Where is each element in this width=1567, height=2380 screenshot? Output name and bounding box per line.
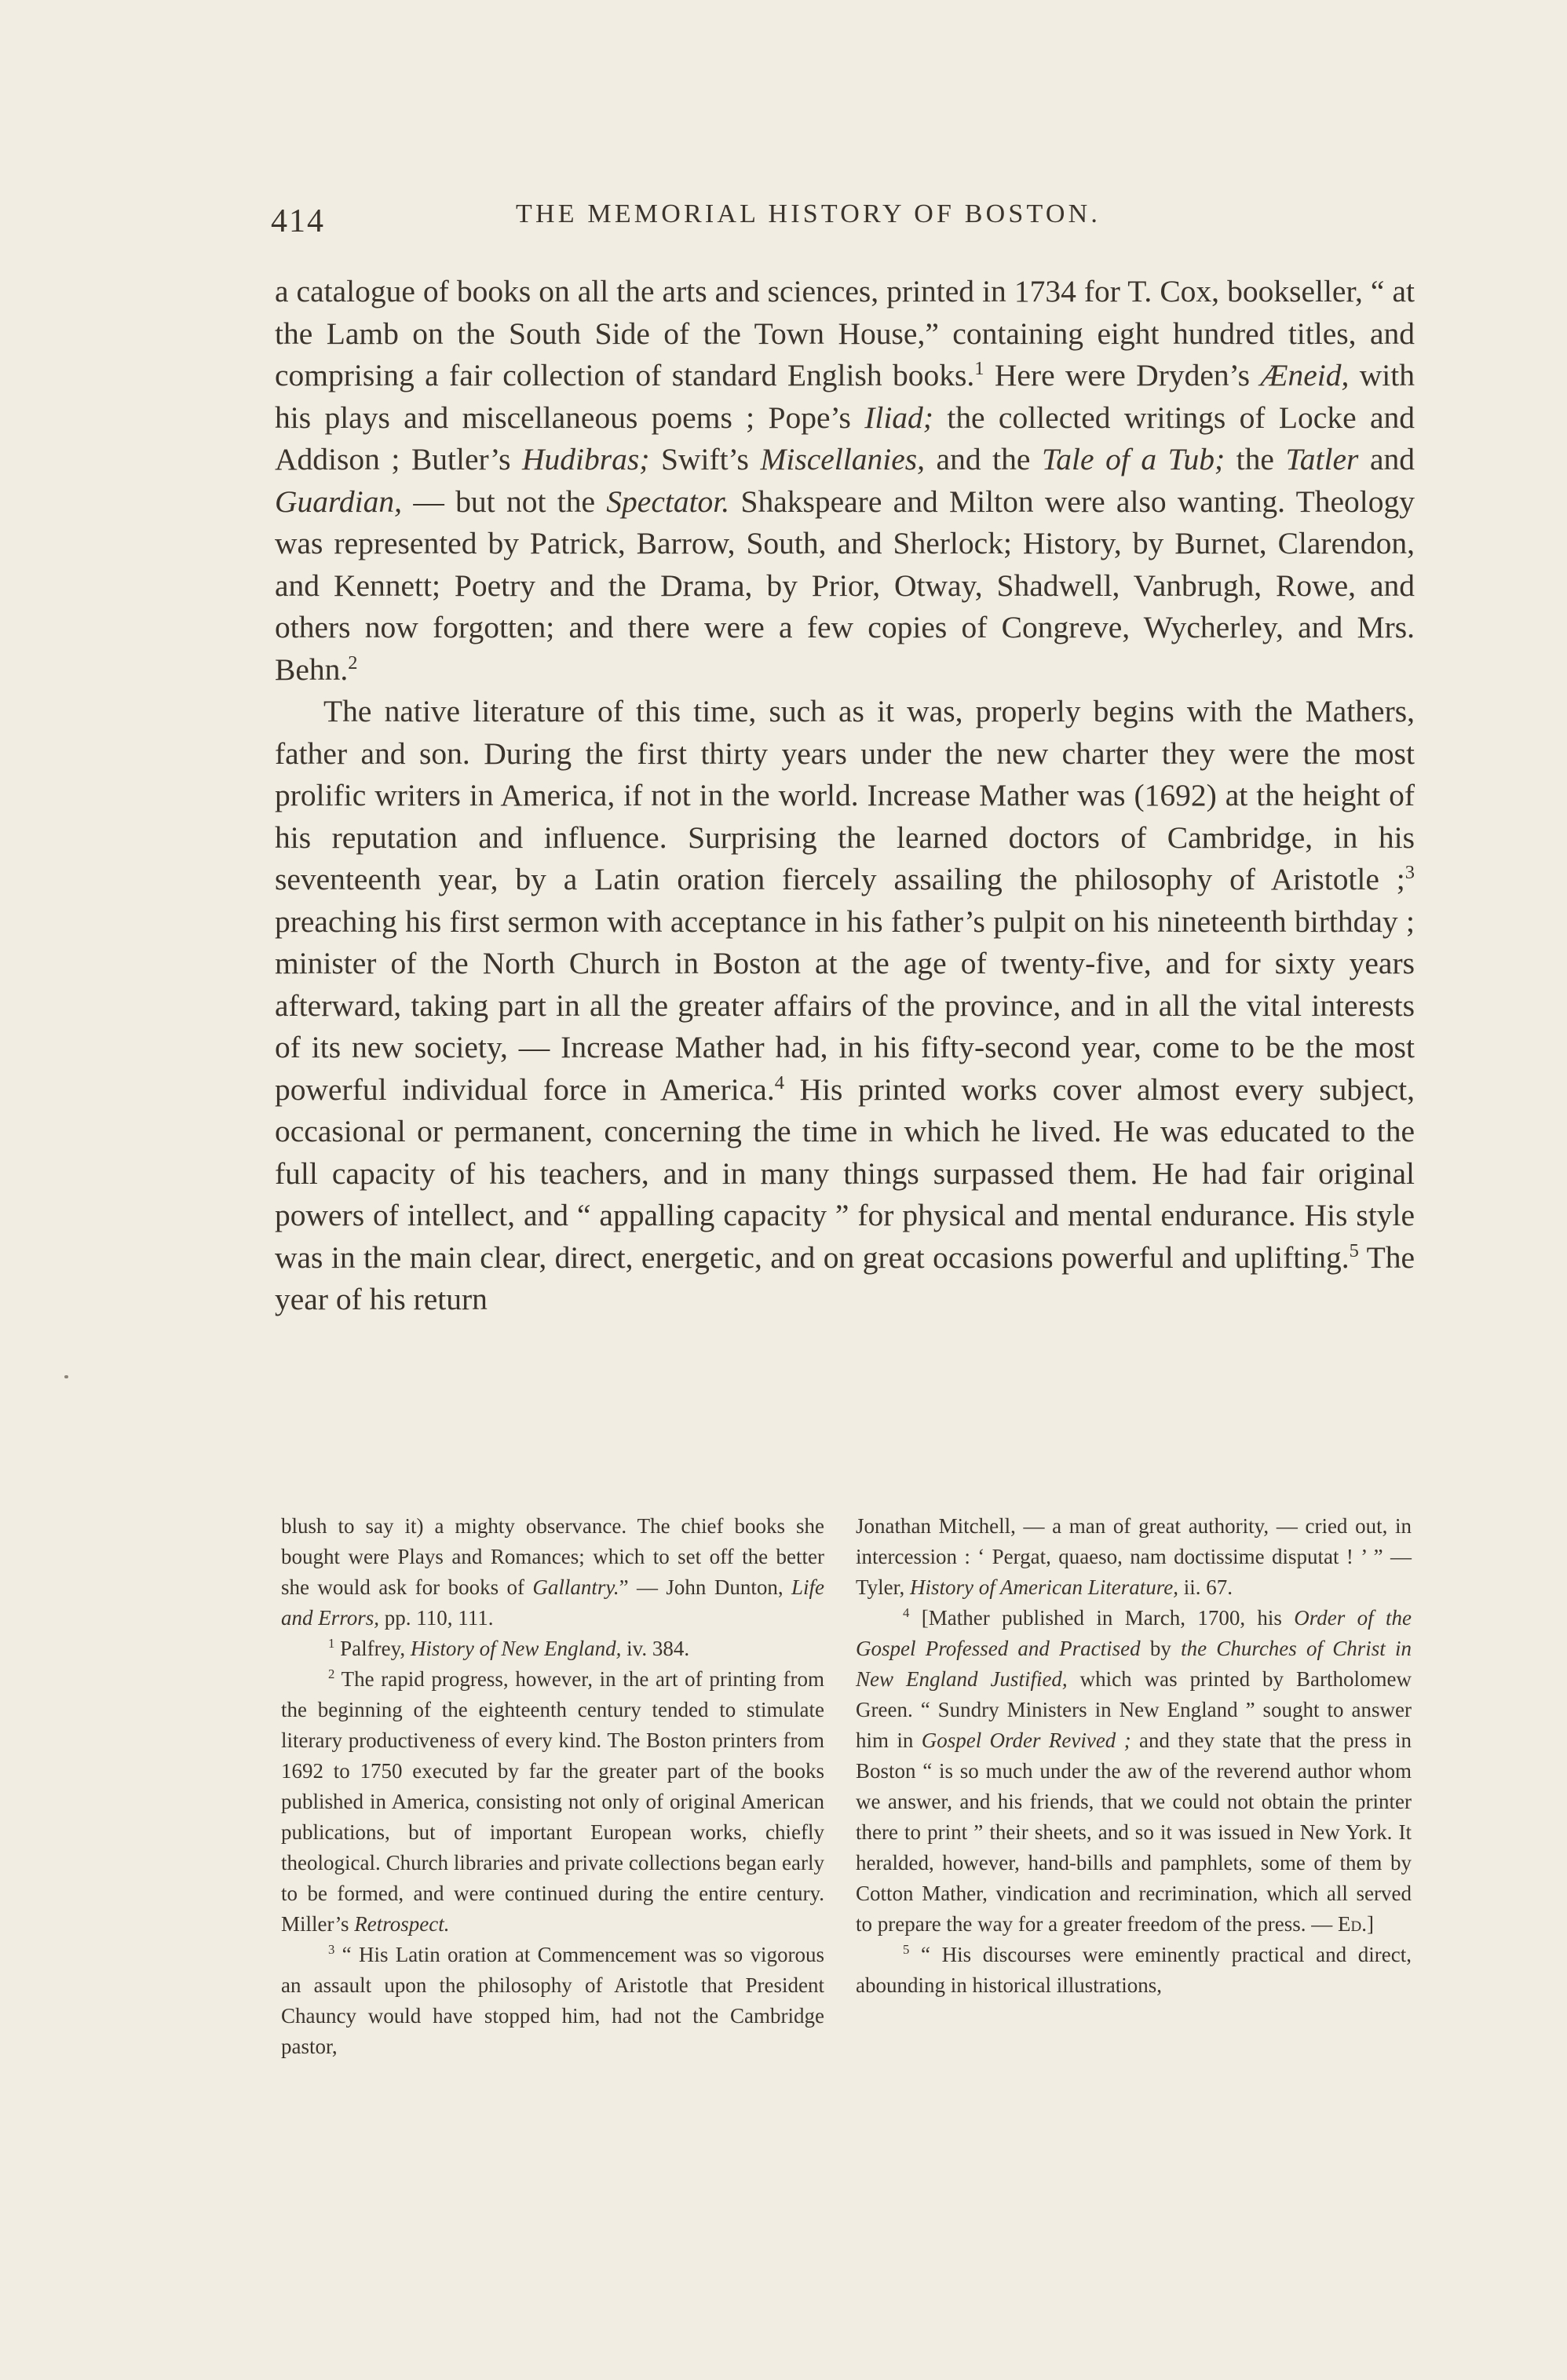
text-run: Shakspeare and Milton were also wanting. Theology was represented by Patrick, Barrow, South, and Sherlock; History, by Burnet, Clarendon, and Kennett; Poetry and the Drama, by Prior, Otway, Shadwell, Vanbrugh, Rowe, and others now forgotten; and there were a few copies of Congreve, Wycherley, and Mrs. Behn.: [275, 484, 1415, 687]
footnote-mark-3: 3: [328, 1942, 335, 1957]
text-run: His printed works cover almost every subject, occasional or permanent, concerning the time in which he lived. He was educated to the full capacity of his teachers, and in many things surpassed them. He had fair original powers of intellect, and “ appalling capacity ” for physical and mental endurance. His style was in the main clear, direct, energetic, and on great occasions powerful and uplifting.: [275, 1071, 1415, 1275]
footnote-mark-2: 2: [328, 1666, 335, 1681]
text-run: and the: [925, 442, 1042, 476]
paper-speck: [64, 1375, 68, 1378]
page-number: 414: [271, 203, 325, 239]
footnote-mark-1: 1: [328, 1636, 335, 1651]
text-run: Jonathan Mitchell, — a man of great authority, — cried out, in intercession : ‘ Pergat, quaeso, nam doctissime disputat ! ’ ” — Tyler,: [856, 1514, 1412, 1599]
text-run: ii. 67.: [1178, 1575, 1233, 1599]
text-run: Here were Dryden’s: [984, 358, 1261, 392]
text-run: a catalogue of books on all the arts and sciences, printed in 1734 for T. Cox, bookseller, “ at the Lamb on the South Side of the Town House,” containing eight hundred titles, and comprising a fair collection of standard English books.: [275, 274, 1415, 392]
title-history-of-american-literature: History of American Literature,: [910, 1575, 1178, 1599]
page-header: [271, 195, 1419, 242]
footnote-mark-5: 5: [903, 1942, 910, 1957]
title-churches-of-christ: the Churches of Christ in New England Justified,: [856, 1637, 1412, 1691]
title-hudibras: Hudibras;: [522, 442, 650, 476]
text-run: blush to say it) a mighty observance. The chief books she bought were Plays and Romances; which to set off the better she would ask for books of: [281, 1514, 824, 1599]
running-title: THE MEMORIAL HISTORY OF BOSTON.: [516, 199, 1101, 228]
footnote-5: [856, 1940, 1412, 2001]
footnote-1: [281, 1634, 824, 1664]
title-tatler: Tatler: [1285, 442, 1359, 476]
title-guardian: Guardian,: [275, 484, 403, 519]
footnote-4: [856, 1603, 1412, 1940]
footnote-continuation: [281, 1511, 824, 1634]
title-aeneid: Æneid,: [1260, 358, 1350, 392]
text-run: — but not the: [402, 484, 607, 519]
text-run: and they state that the press in Boston “ is so much under the aw of the reverend author whom we answer, and his friends, that we could not obtain the printer there to print ” their sheets, and so it was issued in New York. It heralded, however, hand-bills and pamphlets, some of them by Cotton Mather, vindication and recrimination, which all served to prepare the way for a greater freedom of the press. —: [856, 1728, 1412, 1936]
text-run: The native literature of this time, such as it was, properly begins with the Mathers, father and son. During the first thirty years under the new charter they were the most prolific writers in America, if not in the world. Increase Mather was (1692) at the height of his reputation and influence. Surprising the learned doctors of Cambridge, in his seventeenth year, by a Latin oration fiercely assailing the philosophy of Aristotle ;: [275, 694, 1415, 896]
footnote-mark-4: 4: [903, 1605, 910, 1620]
footnote-continuation: [856, 1511, 1412, 1603]
title-miscellanies: Miscellanies,: [760, 442, 926, 476]
text-run: Swift’s: [649, 442, 761, 476]
title-iliad: Iliad;: [864, 400, 933, 435]
footnotes-left-column: [281, 1511, 824, 2062]
title-retrospect: Retrospect.: [354, 1912, 450, 1936]
text-run: Palfrey,: [334, 1637, 411, 1660]
text-run: preaching his first sermon with acceptance in his father’s pulpit on his nineteenth birthday ; minister of the North Church in Boston at the age of twenty-five, and for sixty years afterward, taking part in all the greater affairs of the province, and in all the vital interests of its new society, — Increase Mather had, in his fifty-second year, come to be the most powerful individual force in America.: [275, 903, 1415, 1107]
text-run: [Mather published in March, 1700, his: [909, 1606, 1295, 1630]
editor-mark: Ed.]: [1337, 1912, 1374, 1936]
text-run: pp. 110, 111.: [379, 1606, 494, 1630]
text-run: iv. 384.: [621, 1637, 690, 1660]
footnote-ref-2: 2: [348, 652, 358, 673]
title-order-of-the-gospel: Order of the Gospel Professed and Practised: [856, 1606, 1412, 1660]
text-run: “ His discourses were eminently practical and direct, abounding in historical illustrations,: [856, 1943, 1412, 1997]
text-run: The year of his return: [275, 1239, 1415, 1316]
footnote-ref-3: 3: [1404, 861, 1415, 883]
text-run: the: [1225, 442, 1286, 476]
text-run: and: [1358, 442, 1415, 476]
paragraph-1: [275, 271, 1415, 691]
footnote-ref-5: 5: [1349, 1239, 1359, 1261]
footnote-3: [281, 1940, 824, 2062]
main-text: [275, 271, 1415, 1321]
title-history-of-new-england: History of New England,: [410, 1637, 622, 1660]
footnote-ref-4: 4: [774, 1071, 784, 1093]
paragraph-2: [275, 691, 1415, 1321]
text-run: ” — John Dunton,: [619, 1575, 791, 1599]
title-spectator: Spectator.: [606, 484, 730, 519]
text-run: with his plays and miscellaneous poems ; Pope’s: [275, 358, 1415, 435]
footnotes-right-column: [856, 1511, 1412, 2001]
title-gospel-order-revived: Gospel Order Revived ;: [921, 1728, 1131, 1752]
text-run: which was printed by Bartholomew Green. “ Sundry Ministers in New England ” sought to answer him in: [856, 1667, 1412, 1752]
text-run: “ His Latin oration at Commencement was so vigorous an assault upon the philosophy of Aristotle that President Chauncy would have stopped him, had not the Cambridge pastor,: [281, 1943, 824, 2058]
title-tale-of-a-tub: Tale of a Tub;: [1041, 442, 1225, 476]
footnote-ref-1: 1: [974, 357, 984, 379]
text-run: The rapid progress, however, in the art of printing from the beginning of the eighteenth century tended to stimulate literary productiveness of every kind. The Boston printers from 1692 to 1750 executed by far the greater part of the books published in America, consisting not only of original American publications, but of important European works, chiefly theological. Church libraries and private collections began early to be formed, and were continued during the entire century. Miller’s: [281, 1667, 824, 1936]
footnote-2: [281, 1664, 824, 1940]
text-run: the collected writings of Locke and Addison ; Butler’s: [275, 400, 1415, 476]
text-run: by: [1140, 1637, 1182, 1660]
title-life-and-errors: Life and Errors,: [281, 1575, 824, 1630]
italic-gallantry: Gallantry.: [532, 1575, 619, 1599]
